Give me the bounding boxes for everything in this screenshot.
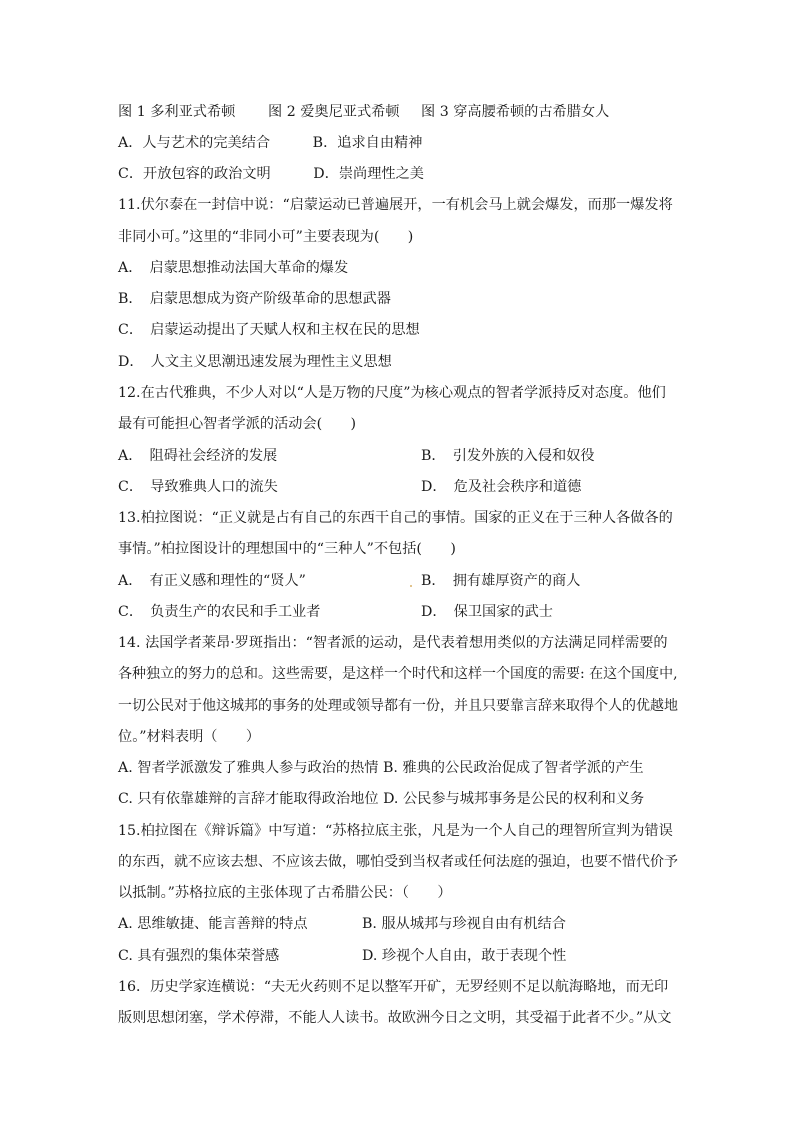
q15-option-c: C. 具有强烈的集体荣誉感 xyxy=(118,948,280,964)
q13-option-d: D． 保卫国家的武士 xyxy=(421,604,553,620)
q16-stem-line1: 16．历史学家连横说：“夫无火药则不足以整军开矿，无罗经则不足以航海略地，而无印 xyxy=(118,979,669,995)
q11-option-b: B． 启蒙思想成为资产阶级革命的思想武器 xyxy=(118,291,391,307)
q12-option-c: C． 导致雅典人口的流失 xyxy=(118,479,278,495)
q14-stem-line2: 各种独立的努力的总和。这些需要，是这样一个时代和这样一个国度的需要: 在这个国度中, xyxy=(118,666,678,682)
q16-stem-line2: 版则思想闭塞，学术停滞，不能人人读书。故欧洲今日之文明，其受福于此者不少。”从文 xyxy=(118,1010,672,1026)
q15-stem-line2: 的东西，就不应该去想、不应该去做，哪怕受到当权者或任何法庭的强迫，也要不惜代价予 xyxy=(118,854,678,870)
q14-options-ab: A. 智者学派激发了雅典人参与政治的热情 B. 雅典的公民政治促成了智者学派的产生 xyxy=(118,760,644,776)
q13-stem-line1: 13.柏拉图说：“正义就是占有自己的东西干自己的事情。国家的正义在于三种人各做各的 xyxy=(118,510,673,526)
q12-stem-line1: 12.在古代雅典，不少人对以“人是万物的尺度”为核心观点的智者学派持反对态度。他们 xyxy=(118,385,666,401)
q10-options-ab: A．人与艺术的完美结合 B．追求自由精神 xyxy=(118,135,423,151)
q11-option-a: A． 启蒙思想推动法国大革命的爆发 xyxy=(118,260,349,276)
q12-option-a: A． 阻碍社会经济的发展 xyxy=(118,448,278,464)
q13-option-c: C． 负责生产的农民和手工业者 xyxy=(118,604,321,620)
q11-stem-line1: 11.伏尔泰在一封信中说：“启蒙运动已普遍展开，一有机会马上就会爆发，而那一爆发将 xyxy=(118,197,673,213)
q15-option-b: B. 服从城邦与珍视自由有机结合 xyxy=(362,916,566,932)
q11-option-d: D． 人文主义思潮迅速发展为理性主义思想 xyxy=(118,354,392,370)
q12-option-b: B． 引发外族的入侵和奴役 xyxy=(421,448,595,464)
q11-option-c: C． 启蒙运动提出了天赋人权和主权在民的思想 xyxy=(118,322,420,338)
q15-stem-line3: 以抵制。”苏格拉底的主张体现了古希腊公民：（ ） xyxy=(118,885,452,901)
q13-option-a: A． 有正义感和理性的“贤人” xyxy=(118,573,306,589)
q15-stem-line1: 15.柏拉图在《辩诉篇》中写道：“苏格拉底主张，凡是为一个人自己的理智所宣判为错误 xyxy=(118,823,673,839)
q14-stem-line4: 位。”材料表明（ ） xyxy=(118,729,261,745)
q12-option-d: D． 危及社会秩序和道德 xyxy=(421,479,582,495)
q15-option-a: A. 思维敏捷、能言善辩的特点 xyxy=(118,916,308,932)
figure-caption-3: 图 3 穿高腰希顿的古希腊女人 xyxy=(421,104,610,120)
q12-stem-line2: 最有可能担心智者学派的活动会( ) xyxy=(118,416,357,432)
q13-option-b: B． 拥有雄厚资产的商人 xyxy=(421,573,581,589)
q14-stem-line3: 一切公民对于他这城邦的事务的处理或领导都有一份，并且只要靠言辞来取得个人的优越地 xyxy=(118,698,678,714)
q14-stem-line1: 14. 法国学者莱昂·罗斑指出：“智者派的运动，是代表着想用类似的方法满足同样需要的 xyxy=(118,635,668,651)
stray-dot xyxy=(410,585,412,587)
q10-options-cd: C．开放包容的政治文明 D．崇尚理性之美 xyxy=(118,166,424,182)
q15-option-d: D. 珍视个人自由，敢于表现个性 xyxy=(362,948,567,964)
q11-stem-line2: 非同小可。”这里的“非同小可”主要表现为( ) xyxy=(118,229,414,245)
q14-options-cd: C. 只有依靠雄辩的言辞才能取得政治地位 D. 公民参与城邦事务是公民的权利和义务 xyxy=(118,791,645,807)
q13-stem-line2: 事情。”柏拉图设计的理想国中的“三种人”不包括( ) xyxy=(118,541,456,557)
figure-caption-2: 图 2 爱奥尼亚式希顿 xyxy=(268,104,400,120)
figure-caption-1: 图 1 多利亚式希顿 xyxy=(118,104,236,120)
